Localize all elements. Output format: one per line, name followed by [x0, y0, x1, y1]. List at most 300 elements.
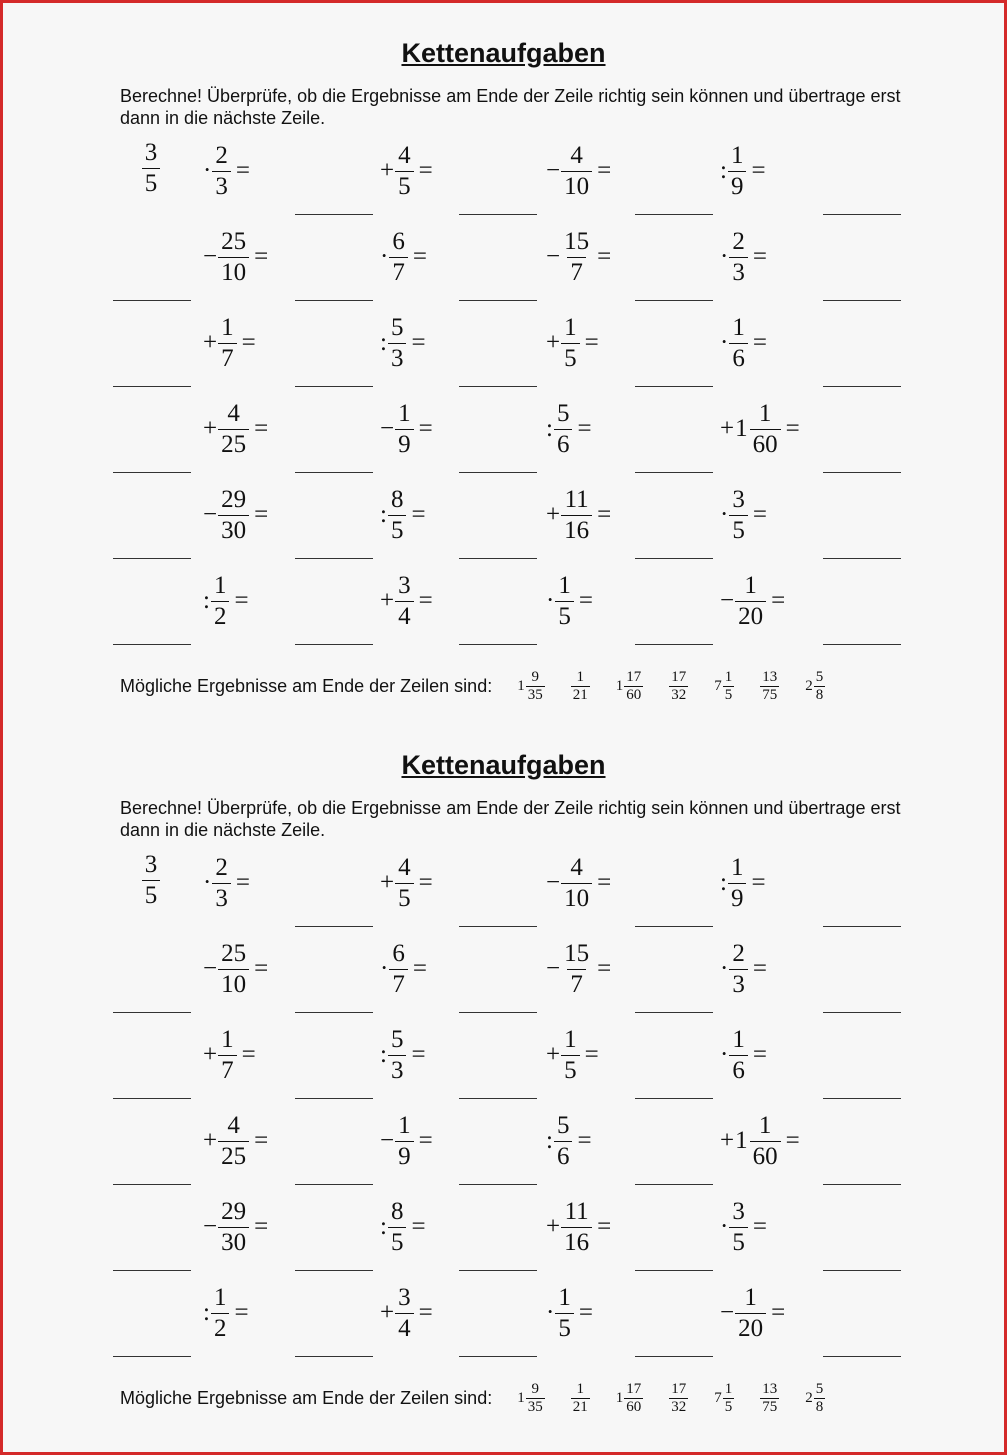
- fraction-numerator: 25: [221, 227, 247, 255]
- fraction-denominator: 7: [218, 1055, 237, 1086]
- fraction-numerator: 13: [762, 668, 778, 685]
- fraction-numerator: 9: [531, 668, 539, 685]
- fraction-numerator: 1: [564, 1025, 577, 1053]
- answer-blank[interactable]: [635, 558, 713, 559]
- chain-term: [546, 934, 611, 1004]
- equals-sign: =: [418, 869, 433, 896]
- fraction-denominator: 5: [729, 515, 748, 546]
- chain-term: [380, 566, 433, 636]
- operator: −: [720, 587, 735, 614]
- operator: −: [546, 955, 561, 982]
- answer-blank[interactable]: [635, 1012, 713, 1013]
- fraction: [561, 1197, 592, 1258]
- fraction: [750, 399, 781, 460]
- operator: +: [380, 1299, 395, 1326]
- fraction-denominator: 7: [218, 343, 237, 374]
- fraction-denominator: 9: [395, 1141, 414, 1172]
- equals-sign: =: [411, 1213, 426, 1240]
- fraction: [388, 485, 407, 546]
- fraction-denominator: 4: [395, 601, 414, 632]
- fraction-numerator: 2: [732, 939, 745, 967]
- fraction-numerator: 29: [221, 485, 247, 513]
- answer-blank[interactable]: [295, 1356, 373, 1357]
- operator: +: [546, 1213, 561, 1240]
- fraction: [389, 227, 408, 288]
- fraction-denominator: 60: [626, 1398, 642, 1415]
- fraction-numerator: 1: [732, 313, 745, 341]
- equals-sign: =: [578, 1299, 593, 1326]
- fraction: [729, 313, 748, 374]
- fraction-denominator: 9: [395, 429, 414, 460]
- result-option: [616, 669, 644, 704]
- fraction-numerator: 1: [576, 668, 584, 685]
- answer-blank[interactable]: [295, 300, 373, 301]
- fraction: [814, 1381, 826, 1416]
- fraction-denominator: 21: [572, 1398, 588, 1415]
- chain-term: [546, 1192, 611, 1262]
- answer-blank[interactable]: [823, 1270, 901, 1271]
- answer-blank[interactable]: [823, 1098, 901, 1099]
- fraction: [814, 669, 826, 704]
- exercise-row: [3, 394, 1004, 480]
- whole-number: 1: [615, 677, 624, 694]
- fraction: [218, 227, 249, 288]
- fraction-denominator: 3: [388, 1055, 407, 1086]
- fraction-denominator: 4: [395, 1313, 414, 1344]
- equals-sign: =: [254, 1127, 269, 1154]
- fraction-numerator: 1: [398, 1111, 411, 1139]
- operator: :: [380, 329, 387, 356]
- fraction-numerator: 4: [570, 141, 583, 169]
- operator: ·: [203, 869, 212, 896]
- worksheet-title: Kettenaufgaben: [401, 38, 606, 68]
- fraction-numerator: 1: [221, 313, 234, 341]
- fraction-numerator: 1: [576, 1380, 584, 1397]
- operator: ·: [720, 1041, 729, 1068]
- results-label: Mögliche Ergebnisse am Ende der Zeilen sind:: [120, 675, 493, 696]
- fraction-numerator: 3: [398, 571, 411, 599]
- answer-blank[interactable]: [823, 1184, 901, 1185]
- fraction: [760, 669, 779, 704]
- equals-sign: =: [771, 1299, 786, 1326]
- whole-number: 7: [714, 677, 722, 694]
- fraction: [561, 227, 592, 288]
- fraction-denominator: 25: [218, 429, 249, 460]
- fraction-numerator: 1: [398, 399, 411, 427]
- answer-blank[interactable]: [113, 472, 191, 473]
- fraction: [669, 669, 688, 704]
- fraction: [212, 853, 231, 914]
- equals-sign: =: [752, 243, 767, 270]
- fraction-denominator: 75: [762, 686, 778, 703]
- fraction: [388, 1197, 407, 1258]
- chain-term: [720, 1106, 800, 1176]
- equals-sign: =: [254, 501, 269, 528]
- whole-number: 1: [517, 1389, 525, 1406]
- equals-sign: =: [254, 415, 269, 442]
- fraction-numerator: 29: [221, 1197, 247, 1225]
- operator: :: [380, 1041, 387, 1068]
- result-option: [714, 669, 734, 704]
- answer-blank[interactable]: [295, 1270, 373, 1271]
- answer-blank[interactable]: [823, 1012, 901, 1013]
- answer-blank[interactable]: [459, 1012, 537, 1013]
- operator: :: [720, 157, 727, 184]
- operator: ·: [380, 243, 389, 270]
- exercise-row: [3, 566, 1004, 652]
- fraction-numerator: 1: [758, 399, 772, 427]
- fraction-denominator: 3: [388, 343, 407, 374]
- equals-sign: =: [412, 955, 427, 982]
- chain-term: [203, 934, 268, 1004]
- fraction: [218, 1025, 237, 1086]
- result-option: [805, 1381, 825, 1416]
- equals-sign: =: [234, 1299, 249, 1326]
- answer-blank[interactable]: [635, 1270, 713, 1271]
- answer-blank[interactable]: [635, 472, 713, 473]
- exercise-row: [3, 136, 1004, 222]
- fraction: [554, 399, 573, 460]
- fraction: [218, 485, 249, 546]
- chain-term: [203, 848, 250, 918]
- equals-sign: =: [235, 157, 250, 184]
- fraction-numerator: 17: [626, 668, 642, 685]
- fraction: [750, 1111, 781, 1172]
- fraction-denominator: 3: [212, 171, 231, 202]
- answer-blank[interactable]: [459, 926, 537, 927]
- answer-blank[interactable]: [459, 472, 537, 473]
- answer-blank[interactable]: [823, 386, 901, 387]
- answer-blank[interactable]: [635, 1356, 713, 1357]
- fraction-numerator: 1: [724, 1380, 733, 1397]
- answer-blank[interactable]: [635, 300, 713, 301]
- equals-sign: =: [785, 415, 800, 442]
- answer-blank[interactable]: [113, 1012, 191, 1013]
- fraction-numerator: 1: [730, 853, 744, 881]
- chain-term: [203, 1106, 268, 1176]
- chain-term: [546, 566, 593, 636]
- fraction-denominator: 5: [388, 515, 407, 546]
- chain-term: [380, 934, 427, 1004]
- fraction-denominator: 6: [554, 429, 573, 460]
- fraction: [212, 141, 231, 202]
- operator: +: [720, 1127, 735, 1154]
- exercise-row: [3, 480, 1004, 566]
- fraction-denominator: 6: [729, 1055, 748, 1086]
- operator: :: [203, 1299, 210, 1326]
- fraction-numerator: 9: [531, 1380, 539, 1397]
- equals-sign: =: [418, 1127, 433, 1154]
- fraction-numerator: 5: [390, 1025, 404, 1053]
- answer-blank[interactable]: [295, 472, 373, 473]
- fraction-denominator: 10: [561, 883, 592, 914]
- fraction: [395, 399, 414, 460]
- whole-number: 1: [735, 415, 748, 442]
- answer-blank[interactable]: [823, 644, 901, 645]
- operator: ·: [720, 501, 729, 528]
- fraction-numerator: 1: [564, 313, 577, 341]
- fraction-denominator: 2: [211, 601, 230, 632]
- fraction: [388, 1025, 407, 1086]
- answer-blank[interactable]: [823, 926, 901, 927]
- answer-blank[interactable]: [113, 1184, 191, 1185]
- chain-term: [546, 1020, 599, 1090]
- operator: :: [720, 869, 727, 896]
- chain-term: [546, 480, 611, 550]
- answer-blank[interactable]: [295, 644, 373, 645]
- equals-sign: =: [751, 157, 766, 184]
- equals-sign: =: [241, 1041, 256, 1068]
- equals-sign: =: [418, 587, 433, 614]
- answer-blank[interactable]: [635, 1184, 713, 1185]
- fraction-denominator: 35: [527, 1398, 543, 1415]
- fraction: [735, 1283, 766, 1344]
- fraction-numerator: 1: [758, 1111, 772, 1139]
- answer-blank[interactable]: [635, 1098, 713, 1099]
- fraction-numerator: 1: [221, 1025, 234, 1053]
- operator: +: [720, 415, 735, 442]
- answer-blank[interactable]: [635, 386, 713, 387]
- answer-blank[interactable]: [113, 300, 191, 301]
- fraction-denominator: 5: [395, 171, 414, 202]
- fraction: [395, 571, 414, 632]
- fraction-denominator: 7: [567, 969, 586, 1000]
- chain-term: [720, 1192, 767, 1262]
- fraction-numerator: 4: [570, 853, 583, 881]
- answer-blank[interactable]: [295, 1098, 373, 1099]
- answer-blank[interactable]: [295, 1184, 373, 1185]
- chain-term: [720, 222, 767, 292]
- operator: ·: [720, 955, 729, 982]
- fraction: [571, 1381, 590, 1416]
- fraction-denominator: 21: [572, 686, 588, 703]
- fraction-numerator: 4: [398, 853, 411, 881]
- equals-sign: =: [771, 587, 786, 614]
- fraction-denominator: 60: [750, 429, 781, 460]
- operator: ·: [546, 1299, 555, 1326]
- answer-blank[interactable]: [823, 558, 901, 559]
- fraction-denominator: 8: [815, 1398, 824, 1415]
- fraction: [723, 669, 735, 704]
- chain-term: [203, 1278, 249, 1348]
- whole-number: 2: [805, 1389, 813, 1406]
- fraction: [728, 141, 747, 202]
- whole-number: 1: [615, 1389, 624, 1406]
- answer-blank[interactable]: [113, 558, 191, 559]
- fraction-denominator: 2: [211, 1313, 230, 1344]
- operator: +: [203, 415, 218, 442]
- fraction-denominator: 3: [729, 257, 748, 288]
- whole-number: 1: [517, 677, 525, 694]
- whole-number: 7: [714, 1389, 722, 1406]
- chain-term: [380, 480, 426, 550]
- answer-blank[interactable]: [459, 1270, 537, 1271]
- answer-blank[interactable]: [113, 644, 191, 645]
- operator: ·: [380, 955, 389, 982]
- fraction-numerator: 17: [671, 668, 687, 685]
- fraction-numerator: 8: [390, 1197, 404, 1225]
- answer-blank[interactable]: [113, 1356, 191, 1357]
- fraction-numerator: 1: [213, 1283, 227, 1311]
- chain-term: [720, 136, 766, 206]
- fraction-denominator: 75: [762, 1398, 778, 1415]
- fraction-numerator: 8: [390, 485, 404, 513]
- equals-sign: =: [785, 1127, 800, 1154]
- equals-sign: =: [752, 1213, 767, 1240]
- answer-blank[interactable]: [635, 926, 713, 927]
- fraction: [218, 313, 237, 374]
- answer-blank[interactable]: [823, 472, 901, 473]
- fraction-denominator: 7: [389, 969, 408, 1000]
- fraction: [555, 1283, 574, 1344]
- answer-blank[interactable]: [459, 644, 537, 645]
- operator: +: [203, 1041, 218, 1068]
- fraction-numerator: 11: [564, 485, 589, 513]
- answer-blank[interactable]: [295, 214, 373, 215]
- exercise-row: [3, 1278, 1004, 1364]
- equals-sign: =: [597, 243, 612, 270]
- answer-blank[interactable]: [113, 386, 191, 387]
- results-label: Mögliche Ergebnisse am Ende der Zeilen sind:: [120, 1387, 493, 1408]
- operator: −: [203, 1213, 218, 1240]
- answer-blank[interactable]: [113, 1098, 191, 1099]
- answer-blank[interactable]: [459, 386, 537, 387]
- fraction: [389, 939, 408, 1000]
- fraction: [561, 853, 592, 914]
- operator: ·: [720, 243, 729, 270]
- fraction-denominator: 5: [561, 1055, 580, 1086]
- chain-term: [546, 1106, 592, 1176]
- fraction-numerator: 3: [144, 851, 158, 878]
- fraction-denominator: 6: [729, 343, 748, 374]
- chain-term: [380, 136, 433, 206]
- fraction-numerator: 5: [390, 313, 404, 341]
- equals-sign: =: [254, 243, 269, 270]
- equals-sign: =: [752, 329, 767, 356]
- operator: −: [203, 501, 218, 528]
- result-option: [571, 1381, 590, 1416]
- answer-blank[interactable]: [823, 1356, 901, 1357]
- fraction-numerator: 1: [558, 571, 571, 599]
- fraction-numerator: 13: [762, 1380, 778, 1397]
- fraction-numerator: 15: [564, 939, 590, 967]
- fraction: [211, 571, 230, 632]
- equals-sign: =: [577, 1127, 592, 1154]
- answer-blank[interactable]: [459, 1184, 537, 1185]
- fraction-numerator: 6: [392, 939, 405, 967]
- operator: :: [380, 501, 387, 528]
- fraction: [555, 571, 574, 632]
- answer-blank[interactable]: [459, 214, 537, 215]
- fraction-denominator: 7: [567, 257, 586, 288]
- result-option: [760, 1381, 779, 1416]
- result-option: [669, 669, 688, 704]
- fraction-denominator: 5: [142, 168, 161, 199]
- chain-term: [203, 480, 268, 550]
- fraction: [388, 313, 407, 374]
- chain-term: [203, 1192, 268, 1262]
- fraction-numerator: 1: [558, 1283, 571, 1311]
- answer-blank[interactable]: [459, 1098, 537, 1099]
- answer-blank[interactable]: [295, 1012, 373, 1013]
- whole-number: 1: [735, 1127, 748, 1154]
- operator: −: [380, 1127, 395, 1154]
- equals-sign: =: [597, 1213, 612, 1240]
- fraction-numerator: 1: [744, 1283, 757, 1311]
- fraction-numerator: 2: [732, 227, 745, 255]
- fraction-numerator: 11: [564, 1197, 589, 1225]
- chain-term: [546, 1278, 593, 1348]
- answer-blank[interactable]: [113, 1270, 191, 1271]
- fraction-denominator: 10: [218, 257, 249, 288]
- chain-term: [203, 222, 268, 292]
- fraction-numerator: 5: [556, 399, 570, 427]
- fraction-denominator: 9: [728, 171, 747, 202]
- result-option: [760, 669, 779, 704]
- chain-term: [380, 308, 426, 378]
- operator: +: [546, 1041, 561, 1068]
- fraction: [561, 939, 592, 1000]
- answer-blank[interactable]: [823, 214, 901, 215]
- chain-term: [380, 1106, 433, 1176]
- fraction: [526, 669, 545, 704]
- fraction: [729, 939, 748, 1000]
- equals-sign: =: [254, 1213, 269, 1240]
- answer-blank[interactable]: [295, 926, 373, 927]
- result-option: [571, 669, 590, 704]
- fraction: [624, 1381, 643, 1416]
- fraction: [561, 485, 592, 546]
- fraction-numerator: 1: [213, 571, 227, 599]
- fraction: [395, 1111, 414, 1172]
- fraction-denominator: 5: [388, 1227, 407, 1258]
- fraction: [218, 399, 249, 460]
- fraction: [218, 939, 249, 1000]
- fraction-numerator: 3: [398, 1283, 411, 1311]
- equals-sign: =: [577, 415, 592, 442]
- fraction-denominator: 60: [626, 686, 642, 703]
- chain-term: [380, 1278, 433, 1348]
- answer-blank[interactable]: [635, 214, 713, 215]
- operator: ·: [546, 587, 555, 614]
- operator: +: [203, 1127, 218, 1154]
- fraction-denominator: 5: [555, 1313, 574, 1344]
- answer-blank[interactable]: [459, 300, 537, 301]
- operator: :: [546, 1127, 553, 1154]
- worksheet-title: Kettenaufgaben: [401, 750, 606, 780]
- equals-sign: =: [234, 587, 249, 614]
- answer-blank[interactable]: [295, 558, 373, 559]
- answer-blank[interactable]: [459, 1356, 537, 1357]
- exercise-row: [3, 1192, 1004, 1278]
- chain-term: [546, 136, 611, 206]
- answer-blank[interactable]: [635, 644, 713, 645]
- chain-term: [720, 1278, 785, 1348]
- answer-blank[interactable]: [823, 300, 901, 301]
- chain-term: [203, 308, 256, 378]
- operator: ·: [720, 1213, 729, 1240]
- fraction-numerator: 4: [227, 399, 240, 427]
- answer-blank[interactable]: [295, 386, 373, 387]
- chain-term: [720, 566, 785, 636]
- answer-blank[interactable]: [459, 558, 537, 559]
- instruction-text: Berechne! Überprüfe, ob die Ergebnisse am Ende der Zeile richtig sein können und übertrage erst dann in die nächste Zeile.: [120, 798, 901, 840]
- fraction-denominator: 32: [671, 686, 687, 703]
- fraction: [729, 485, 748, 546]
- equals-sign: =: [752, 1041, 767, 1068]
- equals-sign: =: [751, 869, 766, 896]
- fraction: [218, 1111, 249, 1172]
